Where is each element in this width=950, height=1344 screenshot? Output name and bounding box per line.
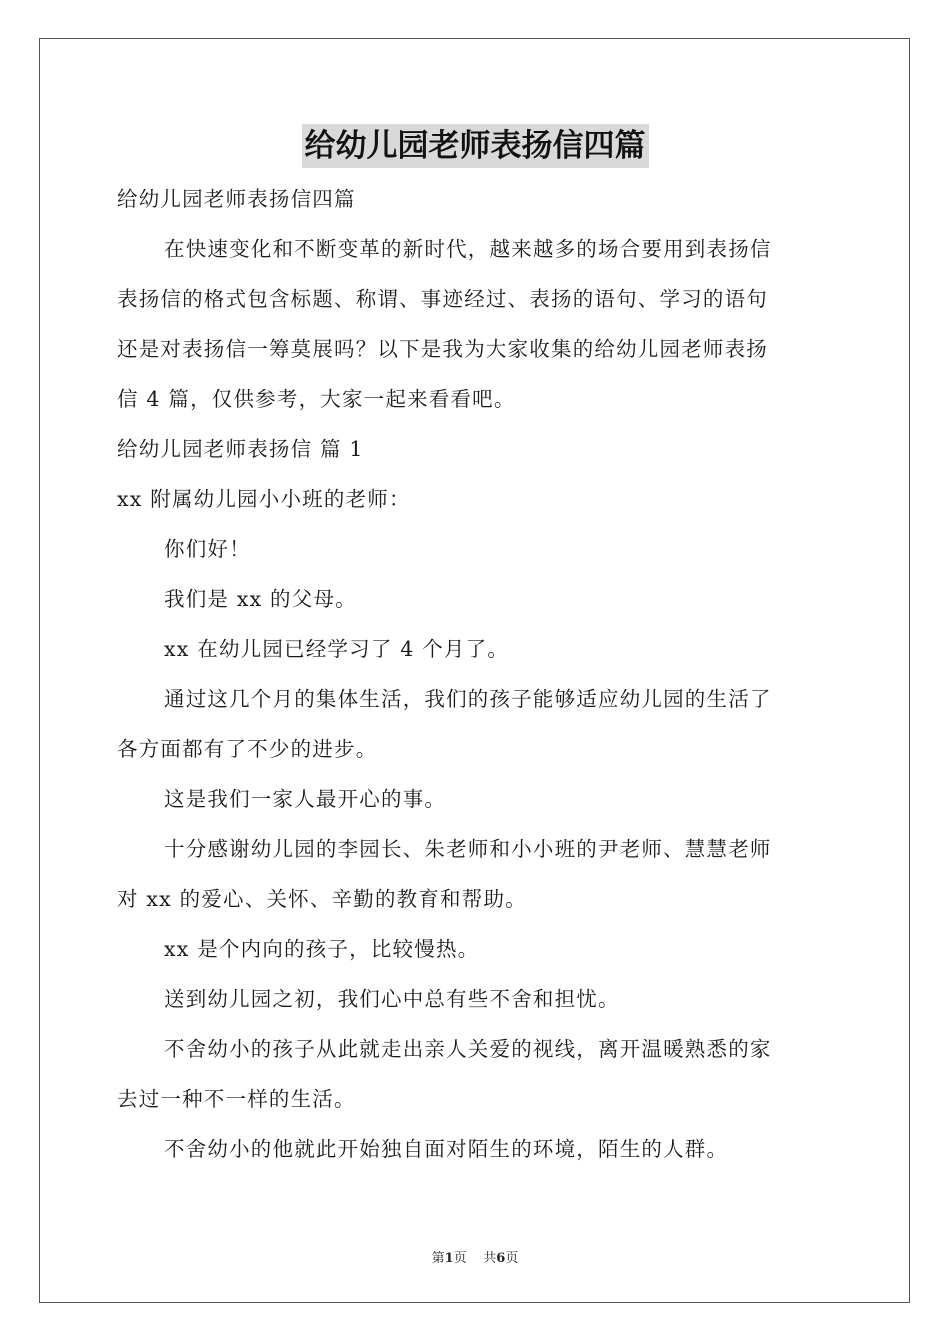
body-line: 送到幼儿园之初，我们心中总有些不舍和担忧。 xyxy=(164,987,620,1011)
body-line: 十分感谢幼儿园的李园长、朱老师和小小班的尹老师、慧慧老师 xyxy=(164,837,772,861)
body-line: 在快速变化和不断变革的新时代，越来越多的场合要用到表扬信 xyxy=(164,237,772,261)
page-footer xyxy=(0,1247,950,1266)
body-line: 这是我们一家人最开心的事。 xyxy=(164,787,447,811)
title-container xyxy=(0,124,950,168)
body-line: 表扬信的格式包含标题、称谓、事迹经过、表扬的语句、学习的语句 xyxy=(117,287,768,311)
footer-current-page: 1 xyxy=(444,1251,454,1266)
body-line: 我们是 xx 的父母。 xyxy=(164,587,357,611)
body-line: 不舍幼小的孩子从此就走出亲人关爱的视线，离开温暖熟悉的家 xyxy=(164,1037,772,1061)
document-title: 给幼儿园老师表扬信四篇 xyxy=(302,124,649,168)
body-line: 给幼儿园老师表扬信四篇 xyxy=(117,187,356,211)
body-line: 还是对表扬信一筹莫展吗？以下是我为大家收集的给幼儿园老师表扬 xyxy=(117,337,768,361)
footer-page-prefix: 第 xyxy=(431,1251,445,1266)
footer-total-suffix: 页 xyxy=(505,1251,519,1266)
body-line: 给幼儿园老师表扬信 篇 1 xyxy=(117,437,364,461)
body-line: 各方面都有了不少的进步。 xyxy=(117,737,378,761)
footer-total-prefix: 共 xyxy=(483,1251,497,1266)
body-line: xx 在幼儿园已经学习了 4 个月了。 xyxy=(164,637,510,661)
body-line: 通过这几个月的集体生活，我们的孩子能够适应幼儿园的生活了 xyxy=(164,687,772,711)
body-line: xx 是个内向的孩子，比较慢热。 xyxy=(164,937,480,961)
footer-total-pages: 6 xyxy=(496,1251,506,1266)
body-line: 信 4 篇，仅供参考，大家一起来看看吧。 xyxy=(117,387,516,411)
document-body xyxy=(117,174,833,1174)
footer-page-suffix: 页 xyxy=(453,1251,467,1266)
body-line: 不舍幼小的他就此开始独自面对陌生的环境，陌生的人群。 xyxy=(164,1137,729,1161)
body-line: 去过一种不一样的生活。 xyxy=(117,1087,356,1111)
body-line: 对 xx 的爱心、关怀、辛勤的教育和帮助。 xyxy=(117,887,527,911)
body-line: xx 附属幼儿园小小班的老师： xyxy=(117,487,411,511)
body-line: 你们好！ xyxy=(164,537,251,561)
